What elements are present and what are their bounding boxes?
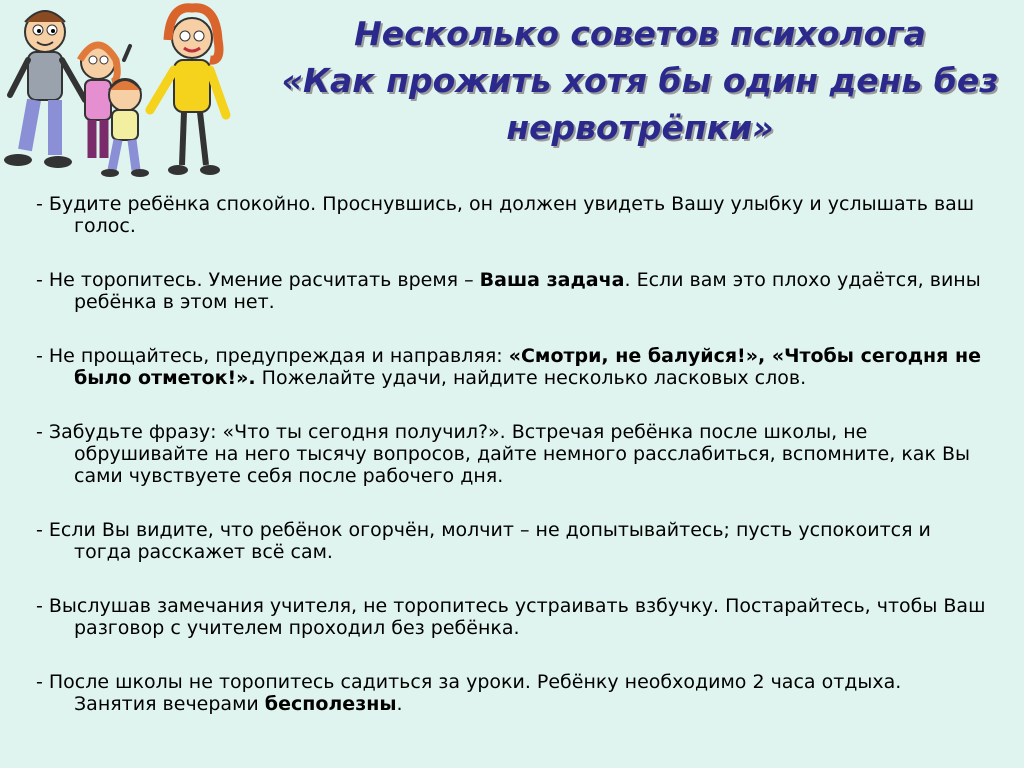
tip-item: - Будите ребёнка спокойно. Проснувшись, он должен увидеть Вашу улыбку и услышать ваш голос. (36, 193, 975, 237)
cartoon-family-icon (0, 0, 250, 190)
tips-list (36, 174, 986, 747)
tip-item: - После школы не торопитесь садиться за уроки. Ребёнку необходимо 2 часа отдыха. Занятия вечерами бесполезны. (36, 671, 902, 715)
title-line-2: «Как прожить хотя бы один день без (281, 61, 999, 100)
title-line-1: Несколько советов психолога (354, 14, 926, 53)
tip-item: - Не прощайтесь, предупреждая и направляя: «Смотри, не балуйся!», «Чтобы сегодня не было отметок!». Пожелайте удачи, найдите несколько ласковых слов. (36, 345, 982, 389)
slide-title (260, 10, 1020, 151)
tip-item: - Если Вы видите, что ребёнок огорчён, молчит – не допытывайтесь; пусть успокоится и тогда расскажет всё сам. (36, 519, 931, 563)
title-line-3: нервотрёпки» (506, 108, 774, 147)
tip-item: - Выслушав замечания учителя, не торопитесь устраивать взбучку. Постарайтесь, чтобы Ваш разговор с учителем проходил без ребёнка. (36, 595, 986, 639)
tip-item: - Забудьте фразу: «Что ты сегодня получил?». Встречая ребёнка после школы, не обрушивайте на него тысячу вопросов, дайте немного расслабиться, вспомните, как Вы сами чувствуете себя после рабочего дня. (36, 421, 970, 487)
tip-item: - Не торопитесь. Умение расчитать время – Ваша задача. Если вам это плохо удаётся, вины ребёнка в этом нет. (36, 269, 981, 313)
